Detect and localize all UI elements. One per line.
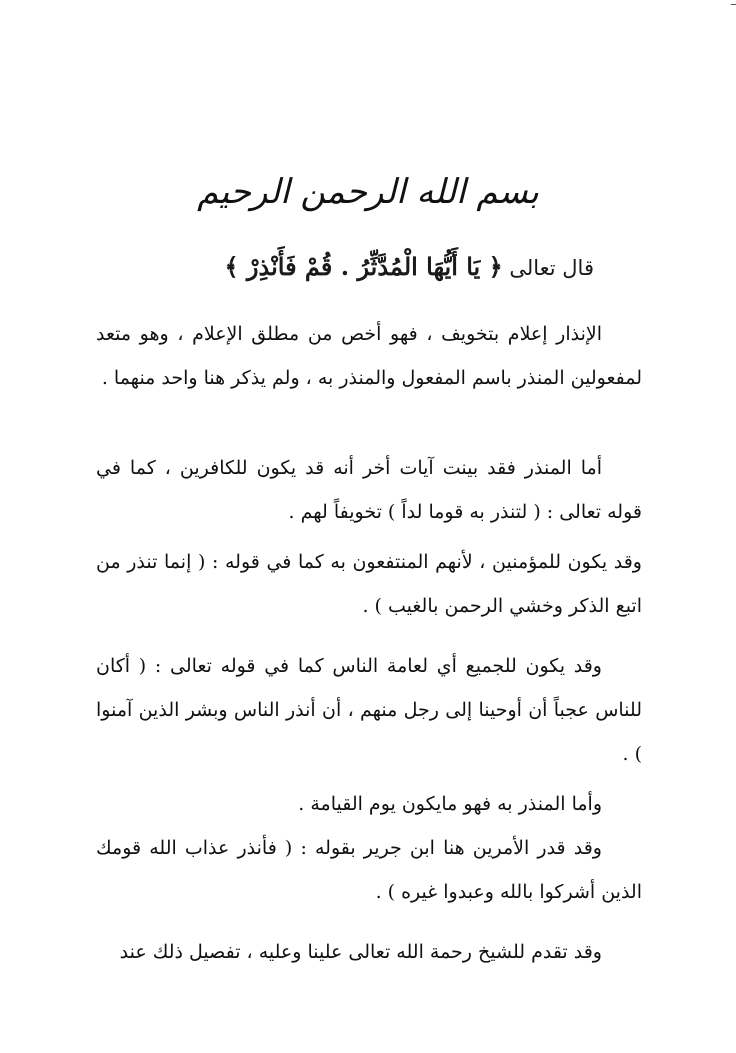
paragraph-sheikh — [96, 930, 642, 974]
paragraph-believers — [96, 540, 642, 628]
quran-verse: ﴿ يَا أَيُّهَا الْمُدَّثِّرُ . قُمْ فَأَنْذِرْ ﴾ — [224, 252, 503, 281]
paragraph-text: وأما المنذر به فهو مايكون يوم القيامة . — [298, 793, 602, 815]
paragraph-text: أما المنذر فقد بينت آيات أخر أنه قد يكون للكافرين ، كما في قوله تعالى : ( لتنذر به قوما لداً ) تخويفاً لهم . — [96, 457, 642, 523]
paragraph-all-people — [96, 644, 642, 776]
basmala-heading: بسم الله الرحمن الرحيم — [197, 172, 539, 212]
verse-heading — [134, 246, 594, 289]
paragraph-text: وقد يكون للمؤمنين ، لأنهم المنتفعون به كما في قوله : ( إنما تنذر من اتبع الذكر وخشي الرحمن بالغيب ) . — [96, 551, 642, 617]
paragraph-ibn-jarir — [96, 826, 642, 914]
paragraph-text: وقد يكون للجميع أي لعامة الناس كما في قوله تعالى : ( أكان للناس عجباً أن أوحينا إلى رجل منهم ، أن أنذر الناس وبشر الذين آمنوا ) . — [96, 655, 642, 765]
paragraph-definition — [96, 312, 642, 400]
verse-intro: قال تعالى — [509, 256, 594, 280]
paragraph-text: وقد تقدم للشيخ رحمة الله تعالى علينا وعليه ، تفصيل ذلك عند — [119, 941, 602, 963]
paragraph-text: وقد قدر الأمرين هنا ابن جرير بقوله : ( فأنذر عذاب الله قومك الذين أشركوا بالله وعبدوا غيره ) . — [96, 837, 642, 903]
paragraph-warned-of — [96, 782, 642, 826]
paragraph-disbelievers — [96, 446, 642, 534]
paragraph-text: الإنذار إعلام بتخويف ، فهو أخص من مطلق الإعلام ، وهو متعد لمفعولين المنذر باسم المفعول والمنذر به ، ولم يذكر هنا واحد منهما . — [96, 323, 642, 389]
scan-corner-mark — [731, 4, 736, 5]
